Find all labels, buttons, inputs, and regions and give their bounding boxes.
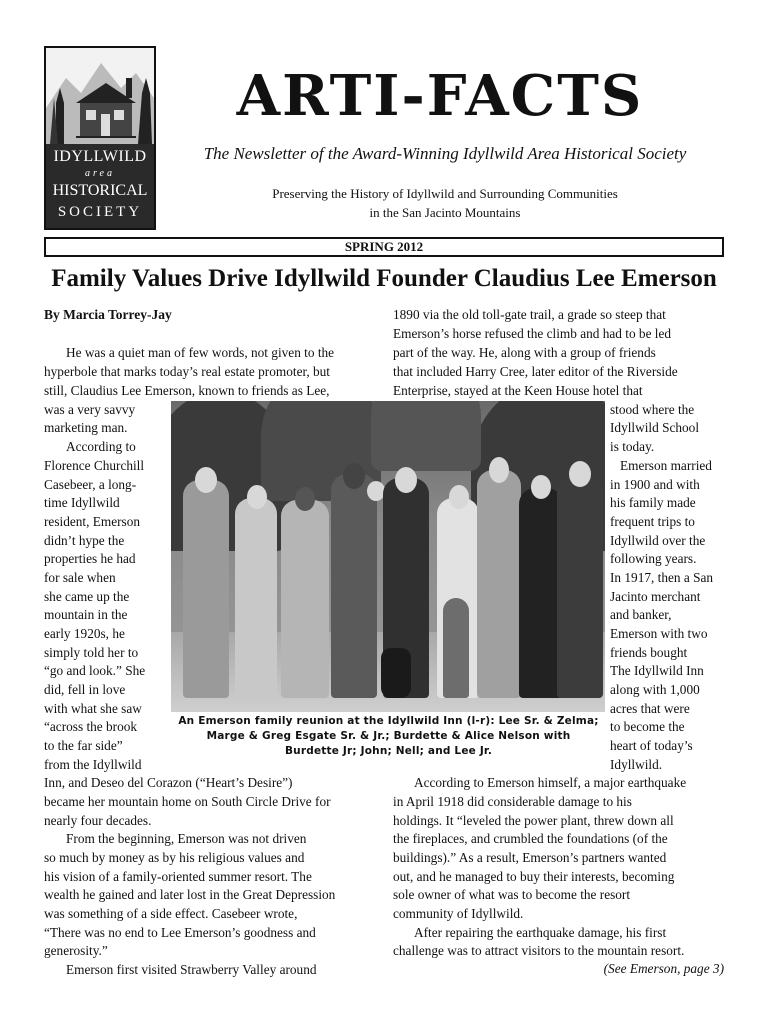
logo-text-idyllwild: IDYLLWILD	[53, 148, 147, 165]
article-text-line: friends bought	[610, 645, 688, 660]
article-text-line: Florence Churchill	[44, 458, 145, 473]
article-text-line: Emerson married	[620, 458, 712, 473]
article-text-line: she came up the	[44, 589, 130, 604]
article-text-line: buildings).” As a result, Emerson’s partners wanted	[393, 850, 667, 865]
article-text-line: was a very savvy	[44, 402, 136, 417]
article-text-line: following years.	[610, 551, 697, 566]
article-text-line: Idyllwild.	[610, 757, 663, 772]
article-text-line: with what she saw	[44, 701, 142, 716]
cabin-illustration	[46, 48, 154, 144]
article-text-line: so much by money as by his religious values and	[44, 850, 305, 865]
newsletter-subtitle: The Newsletter of the Award-Winning Idyllwild Area Historical Society	[203, 144, 687, 163]
article-text-line: Inn, and Deseo del Corazon (“Heart’s Desire”)	[44, 775, 293, 790]
caption-line: An Emerson family reunion at the Idyllwild Inn (l-r): Lee Sr. & Zelma;	[178, 715, 599, 727]
article-text-line: The Idyllwild Inn	[610, 663, 704, 678]
article-text-line: nearly four decades.	[44, 813, 152, 828]
article-text-line: from the Idyllwild	[44, 757, 142, 772]
article-text-line: properties he had	[44, 551, 136, 566]
article-text-line: was something of a side effect. Casebeer wrote,	[44, 906, 298, 921]
article-text-line: hyperbole that marks today’s real estate promoter, but	[44, 364, 330, 379]
article-text-line: heart of today’s	[610, 738, 693, 753]
article-text-line: Emerson’s horse refused the climb and had to be led	[393, 326, 672, 341]
article-text-line: According to Emerson himself, a major earthquake	[414, 775, 687, 790]
article-text-line: After repairing the earthquake damage, his first	[414, 925, 667, 940]
article-text-line: acres that were	[610, 701, 690, 716]
family-reunion-photo	[171, 401, 605, 712]
article-text-line: to become the	[610, 719, 685, 734]
article-text-line: wealth he gained and later lost in the Great Depression	[44, 887, 336, 902]
article-text-line: In 1917, then a San	[610, 570, 714, 585]
article-text-line: Emerson first visited Strawberry Valley around	[66, 962, 317, 977]
article-text-line: and banker,	[610, 607, 672, 622]
article-text-line: to the far side”	[44, 738, 123, 753]
newsletter-tagline	[180, 184, 710, 222]
article-text-line: According to	[66, 439, 136, 454]
article-headline: Family Values Drive Idyllwild Founder Claudius Lee Emerson	[51, 265, 717, 292]
article-text-line: “across the brook	[44, 719, 138, 734]
article-text-line: challenge was to attract visitors to the mountain resort.	[393, 943, 685, 958]
continued-reference: (See Emerson, page 3)	[603, 961, 724, 976]
caption-line: Burdette Jr; John; Nell; and Lee Jr.	[284, 745, 493, 757]
article-text-line: part of the way. He, along with a group of friends	[393, 345, 656, 360]
article-text-line: that included Harry Cree, later editor of the Riverside	[393, 364, 678, 379]
logo-text-area: area	[85, 168, 115, 179]
article-text-line: Idyllwild School	[610, 420, 700, 435]
article-text-line: sole owner of what was to become the resort	[393, 887, 631, 902]
article-text-line: didn’t hype the	[44, 533, 125, 548]
logo-text-historical: HISTORICAL	[52, 182, 148, 199]
article-text-line: out, and he managed to buy their interests, becoming	[393, 869, 675, 884]
article-text-line: Jacinto merchant	[610, 589, 701, 604]
article-text-line: holdings. It “leveled the power plant, threw down all	[393, 813, 674, 828]
article-text-line: 1890 via the old toll-gate trail, a grade so steep that	[393, 307, 666, 322]
article-text-line: along with 1,000	[610, 682, 700, 697]
article-text-line: for sale when	[44, 570, 116, 585]
article-text-line: Emerson with two	[610, 626, 708, 641]
article-text-line: in 1900 and with	[610, 477, 700, 492]
article-text-line: Idyllwild over the	[610, 533, 706, 548]
article-text-line: Enterprise, stayed at the Keen House hotel that	[393, 383, 643, 398]
article-text-line: resident, Emerson	[44, 514, 141, 529]
photo-caption	[176, 714, 601, 759]
article-text-line: time Idyllwild	[44, 495, 120, 510]
article-text-line: frequent trips to	[610, 514, 695, 529]
article-text-line: still, Claudius Lee Emerson, known to friends as Lee,	[44, 383, 330, 398]
article-text-line: his family made	[610, 495, 696, 510]
issue-date-bar: SPRING 2012	[44, 237, 724, 257]
article-text-line: From the beginning, Emerson was not driven	[66, 831, 307, 846]
tagline-line: in the San Jacinto Mountains	[369, 205, 521, 220]
article-text-line: “There was no end to Lee Emerson’s goodness and	[44, 925, 316, 940]
article-text-line: generosity.”	[44, 943, 108, 958]
article-text-line: community of Idyllwild.	[393, 906, 524, 921]
article-text-line: in April 1918 did considerable damage to his	[393, 794, 632, 809]
tagline-line: Preserving the History of Idyllwild and Surrounding Communities	[272, 186, 618, 201]
article-text-line: Casebeer, a long-	[44, 477, 137, 492]
article-text-line: mountain in the	[44, 607, 128, 622]
article-text-line: is today.	[610, 439, 655, 454]
article-text-line: became her mountain home on South Circle Drive for	[44, 794, 331, 809]
article-text-line: his vision of a family-oriented summer resort. The	[44, 869, 312, 884]
article-text-line: simply told her to	[44, 645, 139, 660]
newsletter-masthead: ARTI-FACTS	[236, 63, 644, 129]
article-text-line: early 1920s, he	[44, 626, 125, 641]
caption-line: Marge & Greg Esgate Sr. & Jr.; Burdette & Alice Nelson with	[206, 730, 571, 742]
logo-text-society: SOCIETY	[57, 204, 143, 220]
article-text-line: the fireplaces, and crumbled the foundations (of the	[393, 831, 668, 846]
society-logo	[44, 46, 156, 230]
article-text-line: stood where the	[610, 402, 695, 417]
article-text-line: “go and look.” She	[44, 663, 146, 678]
article-text-line: marketing man.	[44, 420, 128, 435]
article-byline: By Marcia Torrey-Jay	[44, 307, 172, 322]
article-text-line: did, fell in love	[44, 682, 126, 697]
article-text-line: He was a quiet man of few words, not given to the	[66, 345, 335, 360]
